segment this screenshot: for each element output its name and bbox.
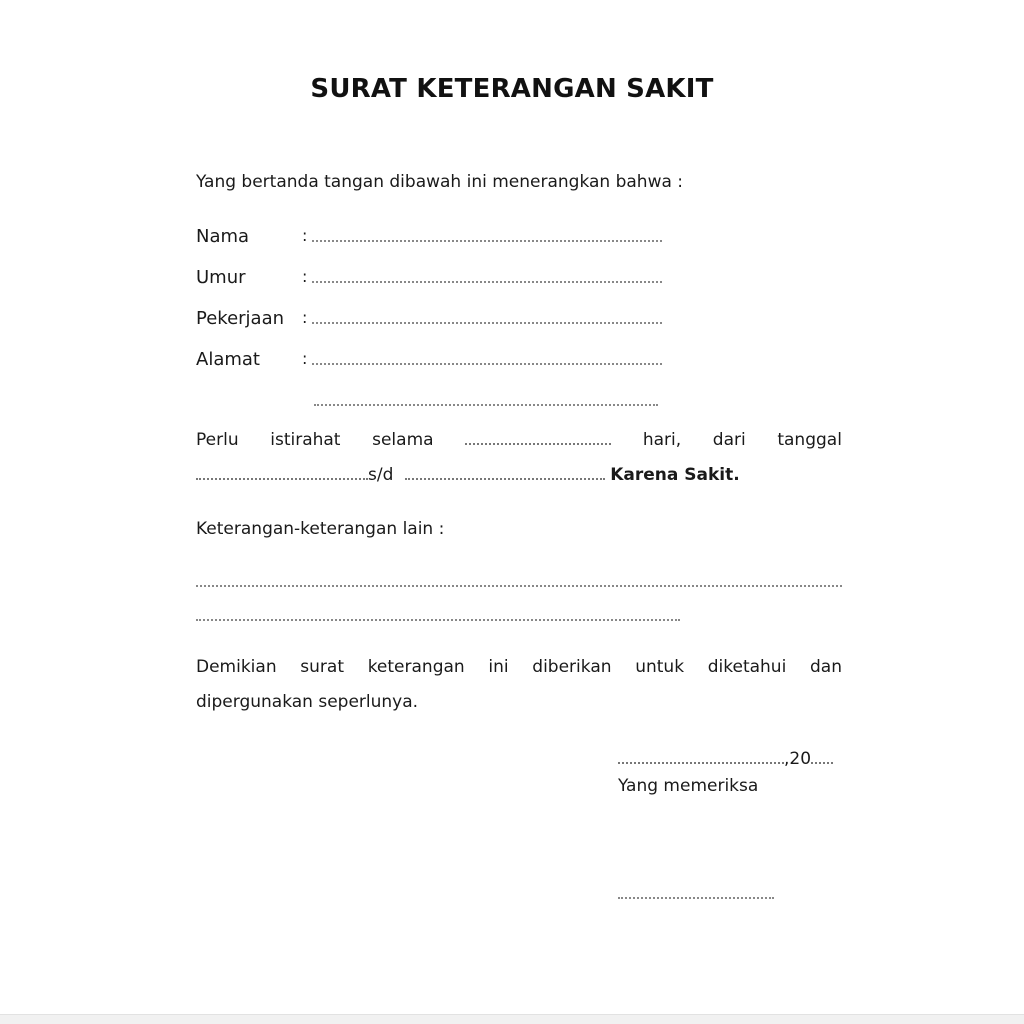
field-label-pekerjaan: Pekerjaan bbox=[196, 308, 285, 329]
karena-sakit-text: Karena Sakit. bbox=[610, 465, 740, 485]
field-colon-pekerjaan: : bbox=[302, 308, 308, 327]
fill-line-date-from[interactable] bbox=[196, 478, 368, 480]
fill-line-duration[interactable] bbox=[465, 443, 611, 445]
fill-line-notes-2[interactable] bbox=[196, 619, 680, 621]
fill-line-nama[interactable] bbox=[312, 240, 662, 242]
fill-line-date-to[interactable] bbox=[405, 478, 605, 480]
rest-word: tanggal bbox=[777, 430, 842, 450]
signature-date-line bbox=[618, 749, 833, 769]
closing-word: keterangan bbox=[367, 657, 465, 677]
rest-word: selama bbox=[372, 430, 434, 450]
fill-line-notes-1[interactable] bbox=[196, 585, 842, 587]
fill-line-alamat-2[interactable] bbox=[314, 404, 658, 406]
field-label-alamat: Alamat bbox=[196, 349, 260, 370]
field-colon-umur: : bbox=[302, 267, 308, 286]
fill-line-pekerjaan[interactable] bbox=[312, 322, 662, 324]
fill-line-umur[interactable] bbox=[312, 281, 662, 283]
closing-word: surat bbox=[300, 657, 344, 677]
sd-text: s/d bbox=[368, 465, 394, 485]
closing-word: ini bbox=[488, 657, 509, 677]
closing-paragraph-line-2: dipergunakan seperlunya. bbox=[196, 692, 419, 712]
date-year-prefix: ,20 bbox=[784, 749, 812, 769]
field-label-umur: Umur bbox=[196, 267, 246, 288]
closing-word: Demikian bbox=[196, 657, 277, 677]
field-colon-nama: : bbox=[302, 226, 308, 245]
intro-text: Yang bertanda tangan dibawah ini menerangkan bahwa : bbox=[196, 172, 684, 192]
rest-word: hari, bbox=[642, 430, 682, 450]
closing-word: untuk bbox=[635, 657, 685, 677]
other-notes-label: Keterangan-keterangan lain : bbox=[196, 519, 445, 539]
examiner-label: Yang memeriksa bbox=[618, 776, 759, 796]
bottom-edge bbox=[0, 1014, 1024, 1024]
field-label-nama: Nama bbox=[196, 226, 250, 247]
rest-paragraph-line-1 bbox=[196, 430, 842, 450]
document-title: SURAT KETERANGAN SAKIT bbox=[310, 74, 714, 104]
closing-word: diketahui bbox=[707, 657, 787, 677]
fill-line-signature[interactable] bbox=[618, 897, 774, 899]
fill-line-year[interactable] bbox=[811, 762, 833, 764]
closing-word: diberikan bbox=[532, 657, 612, 677]
closing-paragraph-line-1 bbox=[196, 657, 842, 677]
rest-word: dari bbox=[712, 430, 746, 450]
field-colon-alamat: : bbox=[302, 349, 308, 368]
rest-paragraph-line-2 bbox=[196, 465, 740, 485]
rest-word: istirahat bbox=[270, 430, 341, 450]
closing-word: dan bbox=[810, 657, 842, 677]
rest-word: Perlu bbox=[196, 430, 239, 450]
fill-line-alamat[interactable] bbox=[312, 363, 662, 365]
fill-line-place-date[interactable] bbox=[618, 762, 784, 764]
